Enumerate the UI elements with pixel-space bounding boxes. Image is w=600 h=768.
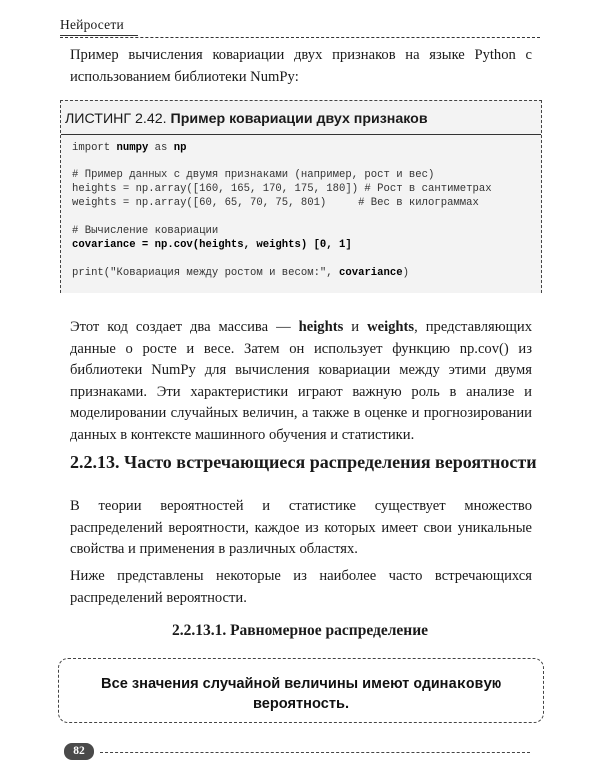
code-line: covariance = np.cov(heights, weights) [0, 1]: [72, 239, 352, 251]
code-line: # Пример данных с двумя признаками (например, рост и вес): [72, 169, 435, 181]
callout-box: [58, 658, 544, 723]
header-rule: [60, 37, 540, 38]
code-listing: [60, 100, 542, 293]
page-number: 82: [64, 743, 94, 760]
intro-paragraph: Пример вычисления ковариации двух признаков на языке Python с использованием библиотеки NumPy:: [70, 47, 532, 85]
header-rule-accent: [60, 35, 138, 36]
code-line: heights = np.array([160, 165, 170, 175, 180]) # Рост в сантиметрах: [72, 183, 492, 195]
footer-rule: [100, 752, 530, 753]
listing-caption: [65, 111, 428, 127]
body-paragraph: В теории вероятностей и статистике существует множество распределений вероятности, каждое из которых имеет свои уникальные свойства и применения в различных областях.: [70, 498, 532, 557]
subsection-heading: 2.2.13.1. Равномерное распределение: [171, 622, 429, 639]
listing-title-rule: [61, 134, 541, 135]
code-line: # Вычисление ковариации: [72, 225, 219, 237]
code-line: import numpy as np: [72, 142, 187, 154]
callout-text: Все значения случайной величины имеют одинаковую вероятность.: [101, 676, 501, 712]
listing-label: ЛИСТИНГ 2.42.: [65, 111, 167, 127]
body-paragraph: Ниже представлены некоторые из наиболее часто встречающихся распределений вероятности.: [70, 568, 532, 606]
code-line: weights = np.array([60, 65, 70, 75, 801) # Вес в килограммах: [72, 197, 479, 209]
code-line: print("Ковариация между ростом и весом:", covariance): [72, 267, 409, 279]
running-header: Нейросети: [60, 17, 124, 32]
body-paragraph: Этот код создает два массива — heights и weights, представляющих данные о росте и весе. Затем он использует функцию np.cov() из библиотеки NumPy для вычисления ковариации между этими двумя признаками. Эти характеристики играют важную роль в анализе и моделировании случайных величин, а также в оценке и прогнозировании данных в контексте машинного обучения и статистики.: [70, 319, 532, 443]
section-heading: 2.2.13. Часто встречающиеся распределения вероятности: [70, 452, 537, 472]
listing-title: Пример ковариации двух признаков: [170, 111, 428, 127]
